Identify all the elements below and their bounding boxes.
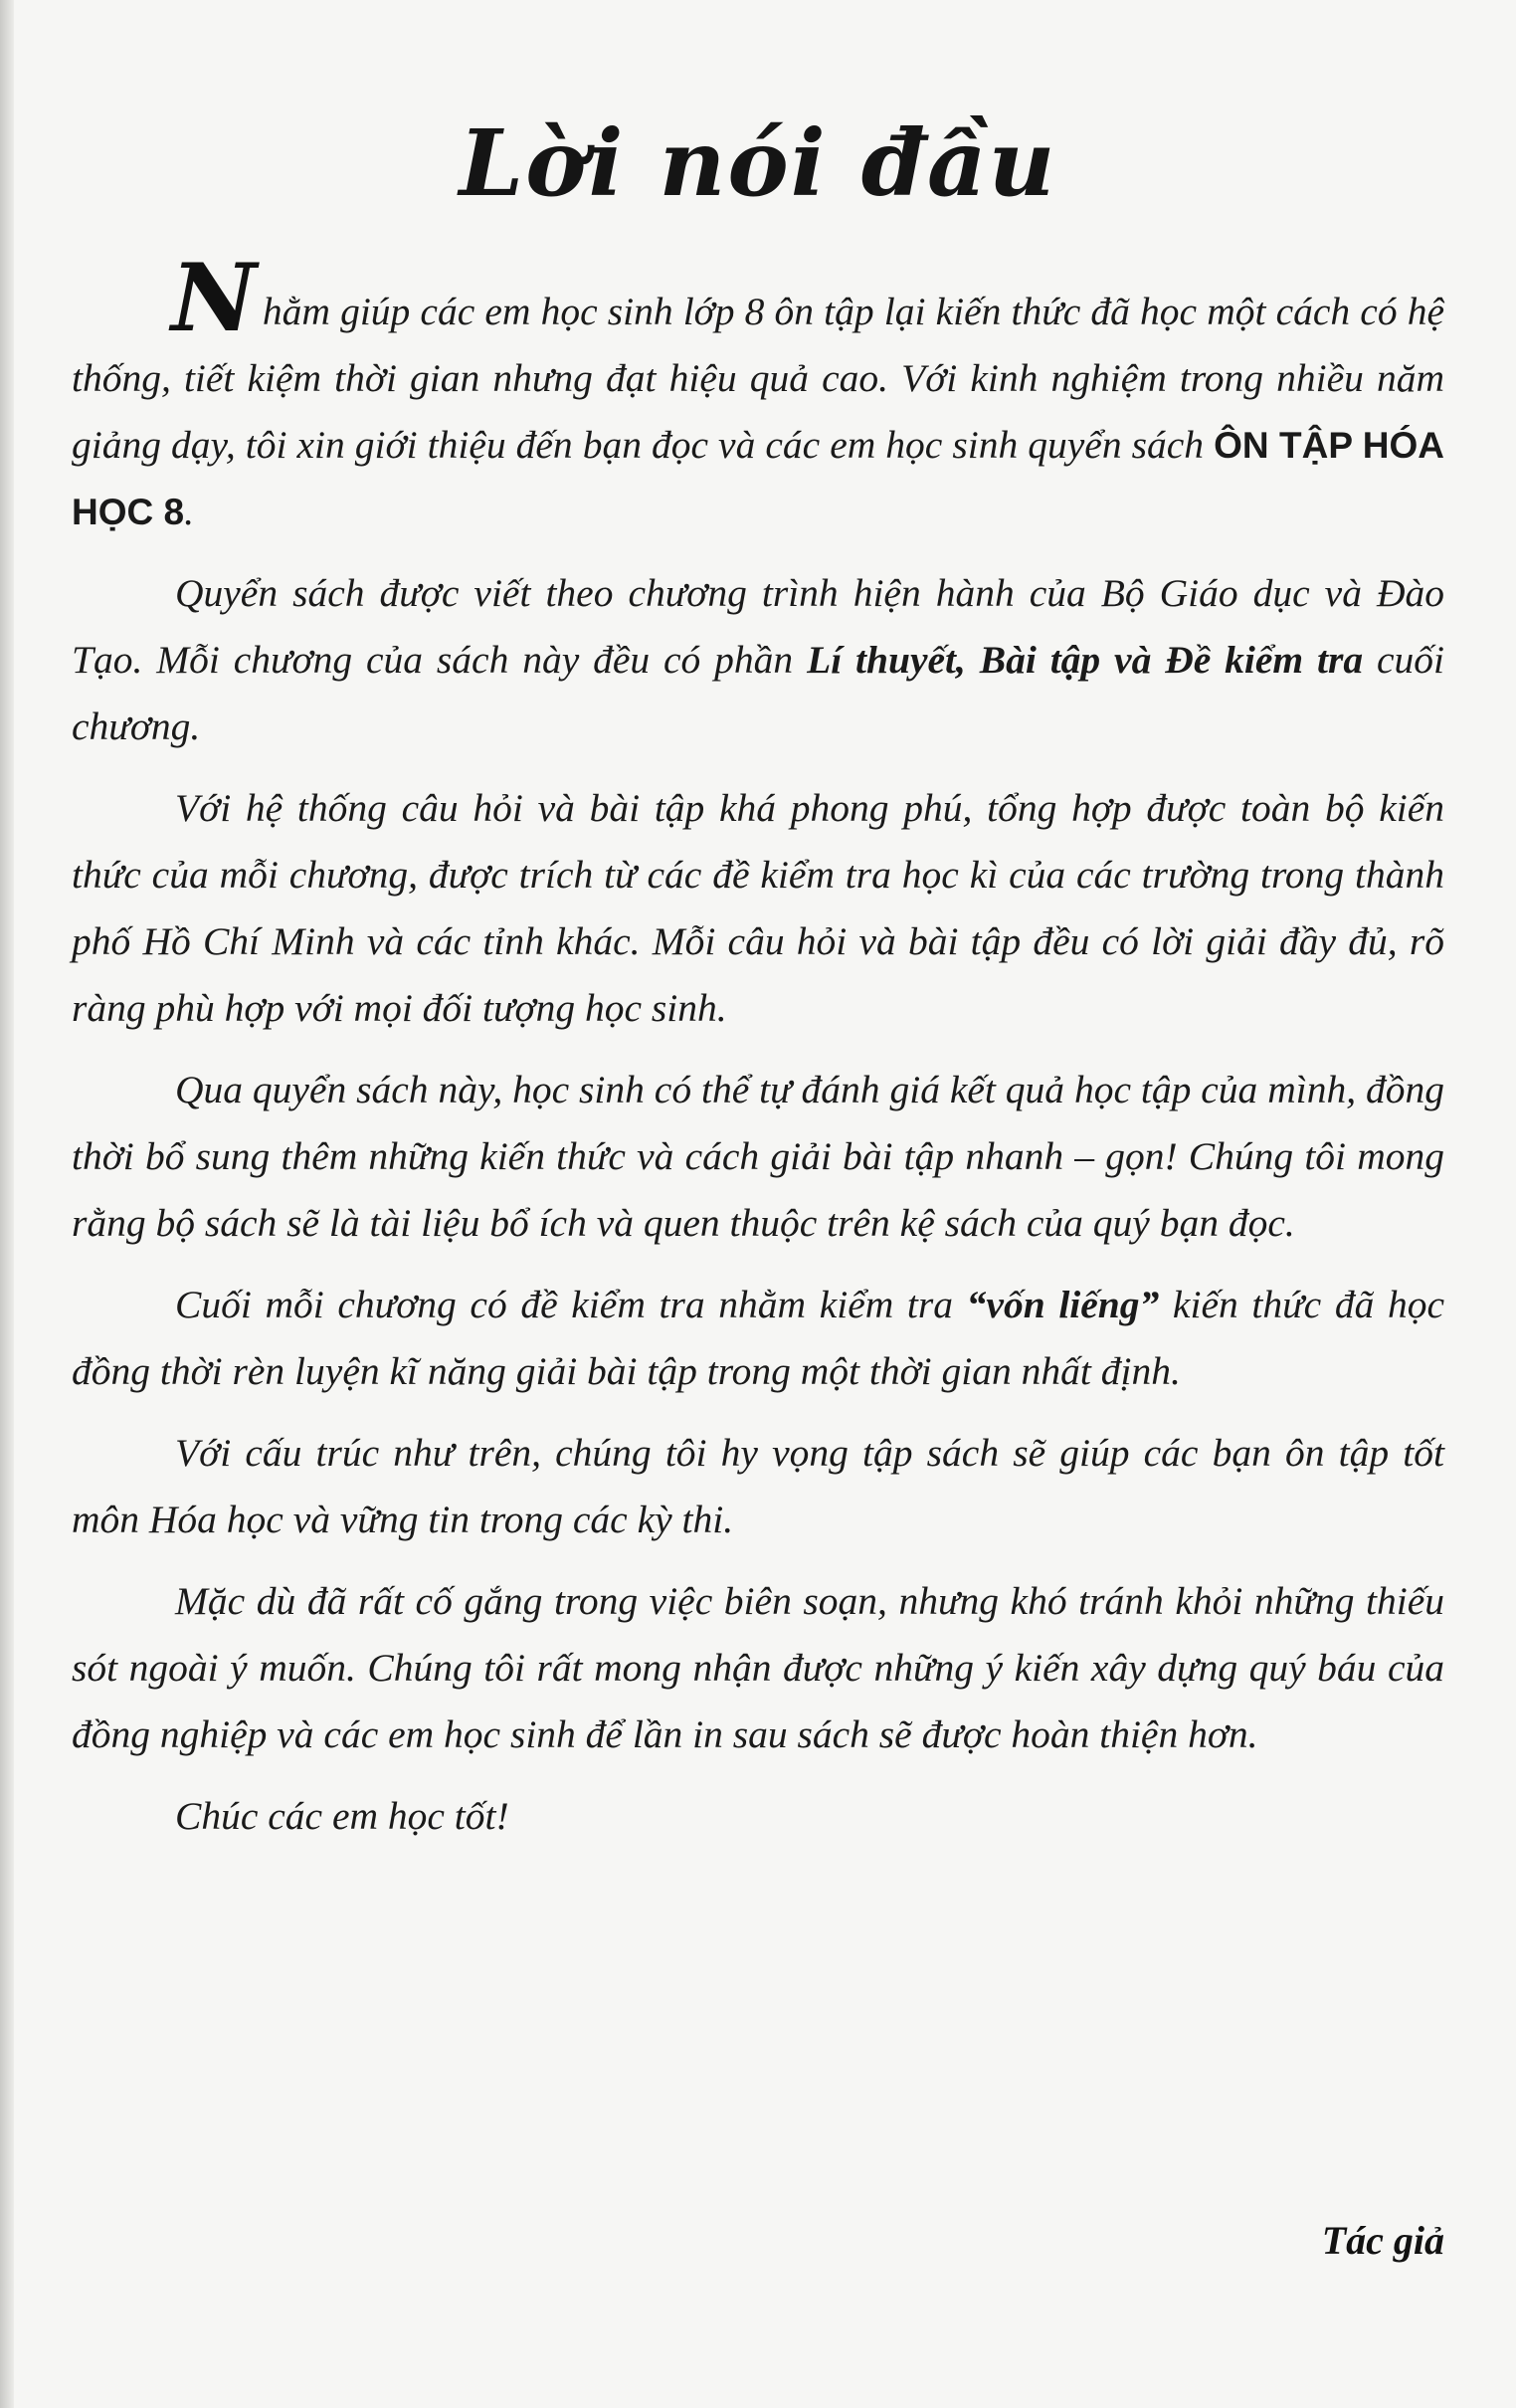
- paragraph-1: [72, 244, 1444, 545]
- paragraph-5-text-a: Cuối mỗi chương có đề kiểm tra nhằm kiểm tra: [175, 1283, 967, 1326]
- paragraph-2: [72, 560, 1444, 760]
- paragraph-7: Mặc dù đã rất cố gắng trong việc biên soạn, nhưng khó tránh khỏi những thiếu sót ngoài ý muốn. Chúng tôi rất mong nhận được những ý kiến xây dựng quý báu của đồng nghiệp và các em học sinh để lần in sau sách sẽ được hoàn thiện hơn.: [72, 1579, 1444, 1756]
- page-title: Lời nói đầu: [459, 109, 1057, 217]
- drop-cap: N: [171, 244, 257, 353]
- page-edge-shadow: [0, 0, 14, 2408]
- paragraph-2-text-a: Quyển sách được viết theo chương trình hiện hành của Bộ Giáo dục và Đào Tạo. Mỗi chương của sách này đều có phần: [72, 571, 1444, 682]
- paragraph-3: Với hệ thống câu hỏi và bài tập khá phong phú, tổng hợp được toàn bộ kiến thức của mỗi chương, được trích từ các đề kiểm tra học kì của các trường trong thành phố Hồ Chí Minh và các tỉnh khác. Mỗi câu hỏi và bài tập đều có lời giải đầy đủ, rõ ràng phù hợp với mọi đối tượng học sinh.: [72, 786, 1444, 1030]
- von-lieng-bold: “vốn liếng”: [966, 1283, 1160, 1326]
- paragraph-5-text-b: kiến thức đã học đồng thời rèn luyện kĩ năng giải bài tập trong một thời gian nhất định.: [72, 1283, 1445, 1393]
- paragraph-5: [72, 1272, 1444, 1405]
- paragraph-4: Qua quyển sách này, học sinh có thể tự đánh giá kết quả học tập của mình, đồng thời bổ sung thêm những kiến thức và cách giải bài tập nhanh – gọn! Chúng tôi mong rằng bộ sách sẽ là tài liệu bổ ích và quen thuộc trên kệ sách của quý bạn đọc.: [72, 1068, 1444, 1245]
- paragraph-1-text-b: .: [184, 490, 194, 533]
- paragraph-2-text-b: cuối chương.: [72, 638, 1444, 748]
- paragraph-6: Với cấu trúc như trên, chúng tôi hy vọng tập sách sẽ giúp các bạn ôn tập tốt môn Hóa học và vững tin trong các kỳ thi.: [72, 1431, 1444, 1541]
- paragraph-1-text-a: hằm giúp các em học sinh lớp 8 ôn tập lại kiến thức đã học một cách có hệ thống, tiết kiệm thời gian nhưng đạt hiệu quả cao. Với kinh nghiệm trong nhiều năm giảng dạy, tôi xin giới thiệu đến bạn đọc và các em học sinh quyển sách: [72, 290, 1444, 467]
- paragraph-8: Chúc các em học tốt!: [175, 1794, 509, 1838]
- author-signature: Tác giả: [1321, 2218, 1444, 2263]
- sections-bold: Lí thuyết, Bài tập và Đề kiểm tra: [807, 638, 1364, 682]
- book-title-bold: ÔN TẬP HÓA HỌC 8: [72, 425, 1444, 532]
- preface-body: [72, 244, 1445, 1850]
